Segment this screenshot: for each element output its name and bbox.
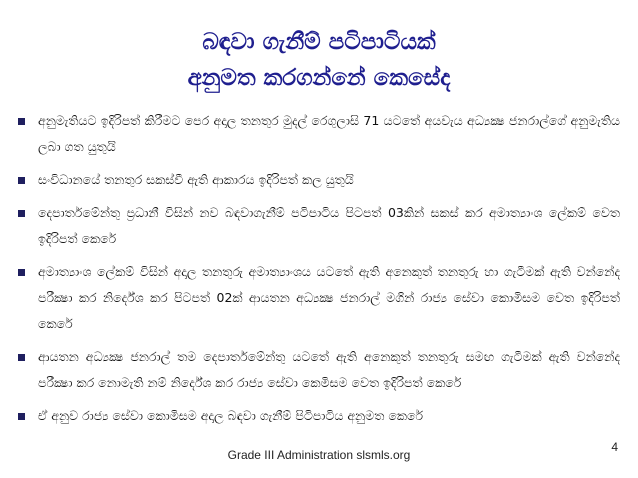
title-line-2: අනුමත කරගන්නේ කෙසේද — [187, 65, 451, 91]
page-number: 4 — [611, 440, 618, 454]
slide-title — [0, 24, 638, 96]
bullet-text: දෙපාර්තමේන්තු ප්‍රධානී විසින් නව බඳවාගැනීම් පටිපාටිය පිටපත් 03කින් සකස් කර අමාත්‍යාංශ ලේකම් වෙත ඉදිරිපත් කෙරේ — [38, 205, 620, 246]
bullet-item — [14, 403, 620, 429]
square-bullet-icon — [18, 177, 25, 184]
bullet-item — [14, 259, 620, 337]
slide-footer: Grade III Administration slsmls.org — [227, 448, 411, 462]
bullet-text: අමාත්‍යාංශ ලේකම් විසින් අදාල තනතුරු අමාත්‍යාංශය යටතේ ඇති අනෙකුත් තනතුරු හා ගැටීමක් ඇති වන්නේද පරීක්‍ෂා කර නිර්දේශ කර පිටපත් 02ක් ආයතන අධ්‍යක්‍ෂ ජනරාල් මගින් රාජ්‍ය සේවා කොමිසම වෙත ඉදිරිපත් කෙරේ — [38, 264, 620, 331]
bullet-item — [14, 167, 620, 193]
bullet-item — [14, 200, 620, 252]
bullet-text: ඒ අනුව රාජ්‍ය සේවා කොමිසම අදාල බඳවා ගැනීම් පිටිපාටිය අනුමත කෙරේ — [38, 408, 424, 423]
bullet-text: සංවිධානයේ තනතුර සකස්වී ඇති ආකාරය ඉදිරිපත් කල යුතුයි — [38, 172, 354, 187]
square-bullet-icon — [18, 269, 25, 276]
bullet-text: ආයතන අධ්‍යක්‍ෂ ජනරාල් තම දෙපාර්තමේන්තු යටතේ ඇති අනෙකුත් තනතුරු සමඟ ගැටීමක් ඇති වන්නේද පරීක්‍ෂා කර නොමැති නම් නිර්දේශ කර රාජ්‍ය සේවා කෙමිසම වෙත ඉදිරිපත් කෙරේ — [38, 349, 620, 390]
bullet-item — [14, 344, 620, 396]
title-line-1: බඳවා ගැනීම් පටිපාටියක් — [202, 29, 436, 55]
square-bullet-icon — [18, 413, 25, 420]
bullet-text: අනුමැතියට ඉදිරිපත් කිරීමට පෙර අදාල තනතුර මුදල් රෙගුලාසි 71 යටතේ අයවැය අධ්‍යක්‍ෂ ජනරාල්ගේ අනුමැතිය ලබා ගත යුතුයි — [38, 113, 620, 154]
square-bullet-icon — [18, 118, 25, 125]
bullet-list — [14, 108, 620, 436]
square-bullet-icon — [18, 210, 25, 217]
square-bullet-icon — [18, 354, 25, 361]
bullet-item — [14, 108, 620, 160]
